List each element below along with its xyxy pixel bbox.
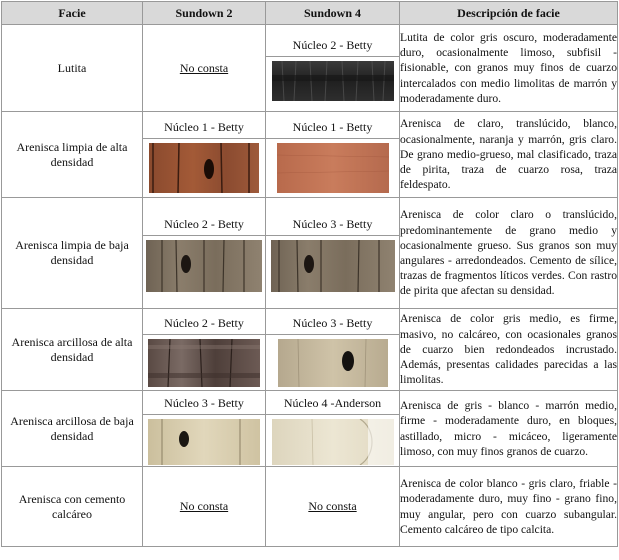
table-row: [2, 25, 618, 112]
facie-description: Arenisca de color blanco - gris claro, friable - moderadamente duro, muy fino - grano fino, muy angular, pero con cuarzo subangular. Cemento calcáreo de tipo calcita.: [400, 467, 618, 547]
header-description: Descripción de facie: [400, 2, 618, 25]
facie-name: Arenisca arcillosa de baja densidad: [2, 391, 143, 467]
core-sample-light-cream-image: [272, 419, 394, 465]
header-sundown-2: Sundown 2: [143, 2, 266, 25]
facie-name: Arenisca con cemento calcáreo: [2, 467, 143, 547]
core-sample-cell: [266, 391, 400, 467]
table-row: [2, 112, 618, 198]
core-sample-gray-brown-image: [271, 240, 395, 292]
core-label: Núcleo 4 -Anderson: [283, 395, 382, 410]
core-sample-cell: [266, 198, 400, 309]
not-recorded-text: No consta: [266, 467, 400, 547]
facie-description: Arenisca de gris - blanco - marrón medio, firme - moderadamente duro, en bloques, astillado, micro - micáceo, ligeramente limoso, con muy finos granos de cuarzo.: [400, 391, 618, 467]
core-sample-dark-shale-image: [272, 61, 394, 101]
table-row: [2, 198, 618, 309]
core-sample-cell: [143, 391, 266, 467]
facie-description: Arenisca de claro, translúcido, blanco, ocasionalmente, naranja y marrón, gris claro. De grano medio-grueso, mal clasificado, traza de pirita, traza de cuarzo rosa, traza feldespato.: [400, 112, 618, 198]
core-sample-cream-image: [148, 419, 260, 465]
core-sample-reddish-image: [149, 143, 259, 193]
header-facie: Facie: [2, 2, 143, 25]
core-sample-tan-image: [278, 339, 388, 387]
core-label: Núcleo 3 - Betty: [292, 217, 373, 231]
not-recorded-text: No consta: [143, 467, 266, 547]
facie-name: Arenisca limpia de alta densidad: [2, 112, 143, 198]
facie-description: Arenisca de color claro o translúcido, predominantemente de grano medio y ocasionalmente grueso. Sus granos son muy angulares - arredondeados. Cemento de sílice, trazas de fragmentos líticos verdes. Con rastro de pirita que afectan su densidad.: [400, 198, 618, 309]
facie-description: Lutita de color gris oscuro, moderadamente duro, ocasionalmente limoso, subfisil - fisionable, con granos muy finos de cuarzo intercalados con medio limolitas de marrón y moderadamente duro.: [400, 25, 618, 112]
facies-table: [1, 1, 618, 547]
header-sundown-4: Sundown 4: [266, 2, 400, 25]
table-row: [2, 467, 618, 547]
core-label: Núcleo 1 - Betty: [292, 119, 373, 134]
core-label: Núcleo 3 - Betty: [164, 395, 244, 410]
core-sample-cell: [266, 112, 400, 198]
facie-name: Lutita: [2, 25, 143, 112]
core-sample-salmon-image: [277, 143, 389, 193]
core-sample-cell: [266, 309, 400, 391]
core-label: Núcleo 2 - Betty: [164, 315, 244, 330]
core-sample-mottled-image: [148, 339, 260, 387]
core-sample-cell: [143, 198, 266, 309]
header-row: [2, 2, 618, 25]
core-sample-cell: [266, 25, 400, 112]
not-recorded-text: No consta: [143, 25, 266, 112]
facie-description: Arenisca de color gris medio, es firme, masivo, no calcáreo, con ocasionales granos de cuarzo bien redondeados incrustado. Además, presentas calidades parecidas a las limolitas.: [400, 309, 618, 391]
core-label: Núcleo 3 - Betty: [292, 315, 373, 330]
core-sample-cell: [143, 309, 266, 391]
core-sample-cell: [143, 112, 266, 198]
facie-name: Arenisca arcillosa de alta densidad: [2, 309, 143, 391]
table-row: [2, 391, 618, 467]
core-label: Núcleo 2 - Betty: [164, 217, 244, 231]
core-label: Núcleo 2 - Betty: [292, 38, 373, 52]
table-row: [2, 309, 618, 391]
facie-name: Arenisca limpia de baja densidad: [2, 198, 143, 309]
core-label: Núcleo 1 - Betty: [164, 119, 244, 134]
core-sample-gray-brown-image: [146, 240, 262, 292]
